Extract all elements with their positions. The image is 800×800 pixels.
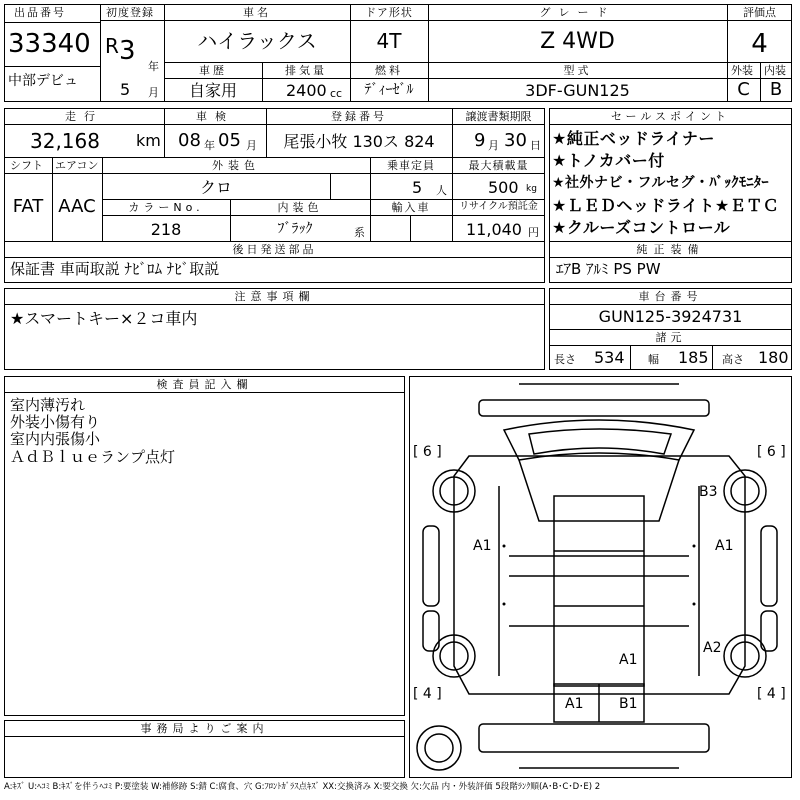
diagram-mark: A1: [473, 538, 492, 554]
int-color-unit: 系: [354, 226, 365, 239]
equipment-value: ｴｱB ｱﾙﾐ PS PW: [556, 260, 661, 278]
transfer-day-unit: 日: [530, 139, 541, 152]
sales-point-item: ★純正ベッドライナー: [552, 129, 715, 148]
recycle-label: リサイクル預託金: [459, 201, 538, 212]
mileage-unit: km: [136, 131, 161, 150]
car-name-label: 車名: [243, 6, 271, 19]
int-color-value: ﾌﾞﾗｯｸ: [277, 221, 313, 237]
displacement-label: 排気量: [285, 64, 327, 77]
import-label: 輸入車: [391, 201, 431, 214]
vehicle-damage-diagram: [409, 376, 792, 778]
int-color-label: 内装色: [277, 201, 323, 214]
diagram-mark: [ 6 ]: [413, 444, 442, 460]
width-value: 185: [678, 348, 709, 367]
grade-value: Z 4WD: [540, 29, 615, 54]
inspector-line: 室内内張傷小: [10, 430, 101, 448]
inspection-month-unit: 月: [246, 139, 257, 152]
score-label: 評価点: [743, 6, 776, 19]
diagram-mark: B3: [699, 484, 718, 500]
lot-sub: 中部デビュ: [8, 73, 78, 89]
first-reg-year: 3: [119, 36, 136, 66]
diagram-mark: A1: [715, 538, 734, 554]
diagram-mark: A1: [619, 652, 638, 668]
sales-point-item: ★社外ナビ・フルセグ・ﾊﾞｯｸﾓﾆﾀｰ: [552, 175, 769, 191]
sales-point-item: ★クルーズコントロール: [552, 218, 731, 237]
inspection-year-unit: 年: [204, 139, 215, 152]
grade-label: グレード: [539, 6, 616, 19]
transfer-month-unit: 月: [488, 139, 499, 152]
chassis-label: 車台番号: [638, 290, 703, 303]
sales-points-label: セールスポイント: [610, 110, 730, 123]
first-reg-month: 5: [120, 80, 131, 99]
legend-text: A:ｷｽﾞ U:ﾍｺﾐ B:ｷｽﾞを伴うﾍｺﾐ P:要塗装 W:補修跡 S:錆 C:腐食、穴 G:ﾌﾛﾝﾄｶﾞﾗｽ点ｷｽﾞ XX:交換済み X:要交換 欠:欠品 内・外装評価 5段階ﾗﾝｸ順(A･B･C･D･E) 2: [4, 782, 601, 792]
transfer-label: 譲渡書類期限: [465, 110, 532, 123]
diagram-mark: A2: [703, 640, 722, 656]
recycle-unit: 円: [528, 226, 539, 239]
interior-label: 内装: [764, 64, 786, 77]
later-parts-value: 保証書 車両取説 ﾅﾋﾞﾛﾑ ﾅﾋﾞ取説: [10, 260, 220, 278]
diagram-mark: [ 4 ]: [757, 686, 786, 702]
inspector-line: ＡｄＢｌｕｅランプ点灯: [10, 448, 176, 466]
color-label: 外装色: [212, 159, 260, 172]
transfer-day: 30: [504, 130, 527, 151]
length-value: 534: [594, 348, 625, 367]
color-value: クロ: [199, 178, 232, 197]
first-reg-month-unit: 月: [148, 86, 159, 99]
interior-score: B: [769, 79, 783, 100]
transfer-month: 9: [474, 130, 486, 151]
diagram-mark: B1: [619, 696, 638, 712]
later-parts-label: 後日発送部品: [232, 243, 317, 256]
recycle-value: 11,040: [466, 220, 522, 239]
diagram-mark: [ 4 ]: [413, 686, 442, 702]
inspector-label: 検査員記入欄: [156, 378, 253, 391]
history-value: 自家用: [188, 81, 237, 100]
exterior-score: C: [737, 79, 750, 100]
first-reg-era: R: [105, 34, 119, 58]
plate-value: 尾張小牧 130ス 824: [283, 132, 435, 151]
shift-value: FAT: [12, 196, 44, 217]
inspector-line: 室内薄汚れ: [10, 396, 86, 414]
load-unit: kg: [526, 184, 537, 194]
load-label: 最大積載量: [468, 159, 529, 172]
inspection-month: 05: [218, 130, 241, 151]
dims-label: 諸元: [655, 331, 686, 344]
plate-label: 登録番号: [331, 110, 387, 123]
chassis-number: GUN125-3924731: [598, 307, 743, 326]
color-no-value: 218: [150, 220, 182, 239]
mileage-value: 32,168: [30, 129, 100, 153]
ac-label: エアコン: [55, 159, 99, 172]
capacity-unit: 人: [436, 184, 447, 197]
history-label: 車歴: [199, 64, 227, 77]
lot-number: 33340: [8, 29, 91, 59]
fuel-value: ﾃﾞｨｰｾﾞﾙ: [364, 82, 414, 98]
exterior-label: 外装: [731, 64, 753, 77]
mileage-label: 走行: [65, 110, 103, 123]
diagram-mark: [ 6 ]: [757, 444, 786, 460]
displacement-unit: cc: [330, 87, 343, 100]
caution-text: ★スマートキー×２コ車内: [10, 309, 198, 328]
caution-label: 注意事項欄: [234, 290, 315, 303]
door-value: 4T: [376, 29, 402, 53]
diagram-mark: A1: [565, 696, 584, 712]
ac-value: AAC: [58, 196, 96, 217]
capacity-label: 乗車定員: [387, 159, 435, 172]
shift-label: シフト: [10, 159, 43, 172]
sales-point-item: ★ＬＥＤヘッドライト★ＥＴＣ: [552, 196, 780, 215]
inspection-year: 08: [178, 130, 201, 151]
width-label: 幅: [648, 353, 659, 366]
load-value: 500: [488, 178, 519, 197]
first-reg-label: 初度登録: [106, 6, 154, 19]
model-label: 型式: [563, 64, 592, 77]
color-no-label: カラーNo.: [128, 201, 204, 214]
door-label: ドア形状: [365, 6, 413, 19]
sales-point-item: ★トノカバー付: [552, 151, 665, 170]
height-label: 高さ: [722, 353, 744, 366]
inspection-label: 車検: [196, 110, 234, 123]
equipment-label: 純正装備: [636, 243, 705, 256]
length-label: 長さ: [554, 353, 576, 366]
car-name: ハイラックス: [197, 29, 317, 53]
capacity-value: 5: [412, 178, 423, 197]
height-value: 180: [758, 348, 789, 367]
score-value: 4: [751, 29, 768, 59]
inspector-line: 外装小傷有り: [10, 413, 101, 431]
displacement-value: 2400: [286, 81, 327, 100]
fuel-label: 燃料: [375, 64, 403, 77]
model-value: 3DF-GUN125: [525, 81, 630, 100]
first-reg-year-unit: 年: [148, 60, 159, 73]
office-label: 事務局よりご案内: [140, 722, 269, 735]
lot-label: 出品番号: [14, 6, 66, 19]
